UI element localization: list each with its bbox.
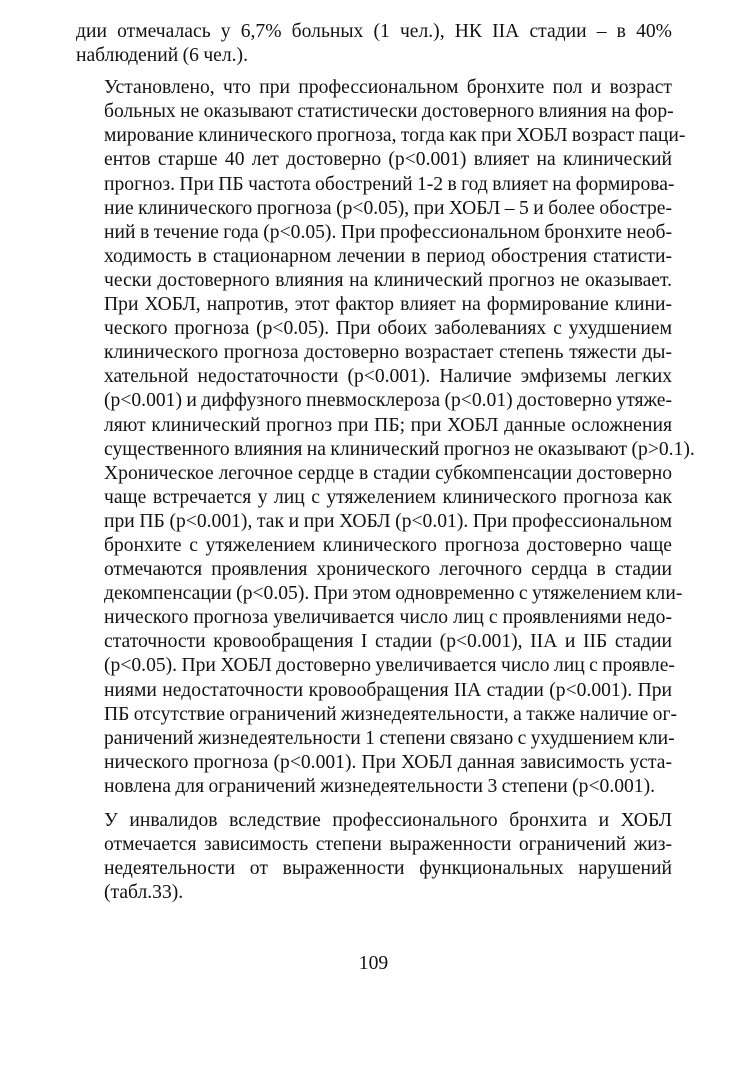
text-line: (р<0.001) и диффузного пневмосклероза (р<0.01) достоверно утяже-: [104, 390, 673, 412]
text-line: (р<0.05). При ХОБЛ достоверно увеличивается число лиц с проявле-: [104, 655, 675, 677]
text-line: ние клинического прогноза (р<0.05), при ХОБЛ – 5 и более обостре-: [104, 197, 672, 219]
text-line: чаще встречается у лиц с утяжелением клинического прогноза как: [104, 486, 672, 508]
text-line: ческого прогноза (р<0.05). При обоих заболеваниях с ухудшением: [104, 318, 672, 340]
text-line: ний в течение года (р<0.05). При профессиональном бронхите необ-: [104, 221, 672, 243]
text-line: отмечается зависимость степени выраженности ограничений жиз-: [104, 834, 672, 856]
text-line: чески достоверного влияния на клинический прогноз не оказывает.: [104, 269, 672, 291]
text-line: хательной недостаточности (р<0.001). Наличие эмфиземы легких: [104, 366, 672, 388]
text-line: мирование клинического прогноза, тогда как при ХОБЛ возраст паци-: [104, 125, 686, 147]
text-line: бронхите с утяжелением клинического прогноза достоверно чаще: [104, 534, 672, 556]
text-line: дии отмечалась у 6,7% больных (1 чел.), НК IIА стадии – в 40%: [76, 21, 672, 42]
text-line: недеятельности от выраженности функциональных нарушений: [104, 858, 672, 880]
text-line: наблюдений (6 чел.).: [76, 45, 248, 67]
text-line: ниями недостаточности кровообращения IIА стадии (р<0.001). При: [104, 679, 672, 701]
text-line: больных не оказывают статистически достоверного влияния на фор-: [104, 101, 674, 123]
paragraph-disability-dependence: [76, 809, 672, 905]
text-line: У инвалидов вследствие профессионального бронхита и ХОБЛ: [104, 810, 672, 831]
text-line: отмечаются проявления хронического легочного сердца в стадии: [104, 559, 672, 581]
text-line: прогноз. При ПБ частота обострений 1-2 в год влияет на формирова-: [104, 173, 675, 195]
paragraph-continuation: [76, 20, 672, 68]
text-line: существенного влияния на клинический прогноз не оказывают (р>0.1).: [104, 438, 695, 460]
text-line: При ХОБЛ, напротив, этот фактор влияет на формирование клини-: [104, 294, 672, 316]
paragraph-clinical-prognosis-factors: [76, 76, 695, 799]
text-line: нического прогноза увеличивается число лиц с проявлениями недо-: [104, 607, 672, 629]
text-line: новлена для ограничений жизнедеятельности 3 степени (р<0.001).: [104, 775, 656, 797]
text-line: раничений жизнедеятельности 1 степени связано с ухудшением кли-: [104, 727, 675, 749]
page-body: [76, 20, 695, 905]
text-line: клинического прогноза достоверно возрастает степень тяжести ды-: [104, 342, 672, 364]
text-line: статочности кровообращения I стадии (р<0.001), IIА и IIБ стадии: [104, 631, 672, 653]
text-line: ПБ отсутствие ограничений жизнедеятельности, а также наличие ог-: [104, 703, 678, 725]
text-line: при ПБ (р<0.001), так и при ХОБЛ (р<0.01). При профессиональном: [104, 510, 672, 532]
text-line: декомпенсации (р<0.05). При этом одновременно с утяжелением кли-: [104, 583, 683, 605]
text-line: ляют клинический прогноз при ПБ; при ХОБЛ данные осложнения: [104, 414, 672, 436]
text-line: нического прогноза (р<0.001). При ХОБЛ данная зависимость уста-: [104, 751, 672, 773]
text-line: ентов старше 40 лет достоверно (р<0.001) влияет на клинический: [104, 149, 672, 171]
text-line: Хроническое легочное сердце в стадии субкомпенсации достоверно: [104, 462, 672, 484]
text-line: (табл.33).: [104, 882, 184, 904]
text-line: Установлено, что при профессиональном бронхите пол и возраст: [104, 77, 672, 99]
text-line: ходимость в стационарном лечении в период обострения статисти-: [104, 245, 672, 267]
page-number: 109: [358, 953, 389, 974]
